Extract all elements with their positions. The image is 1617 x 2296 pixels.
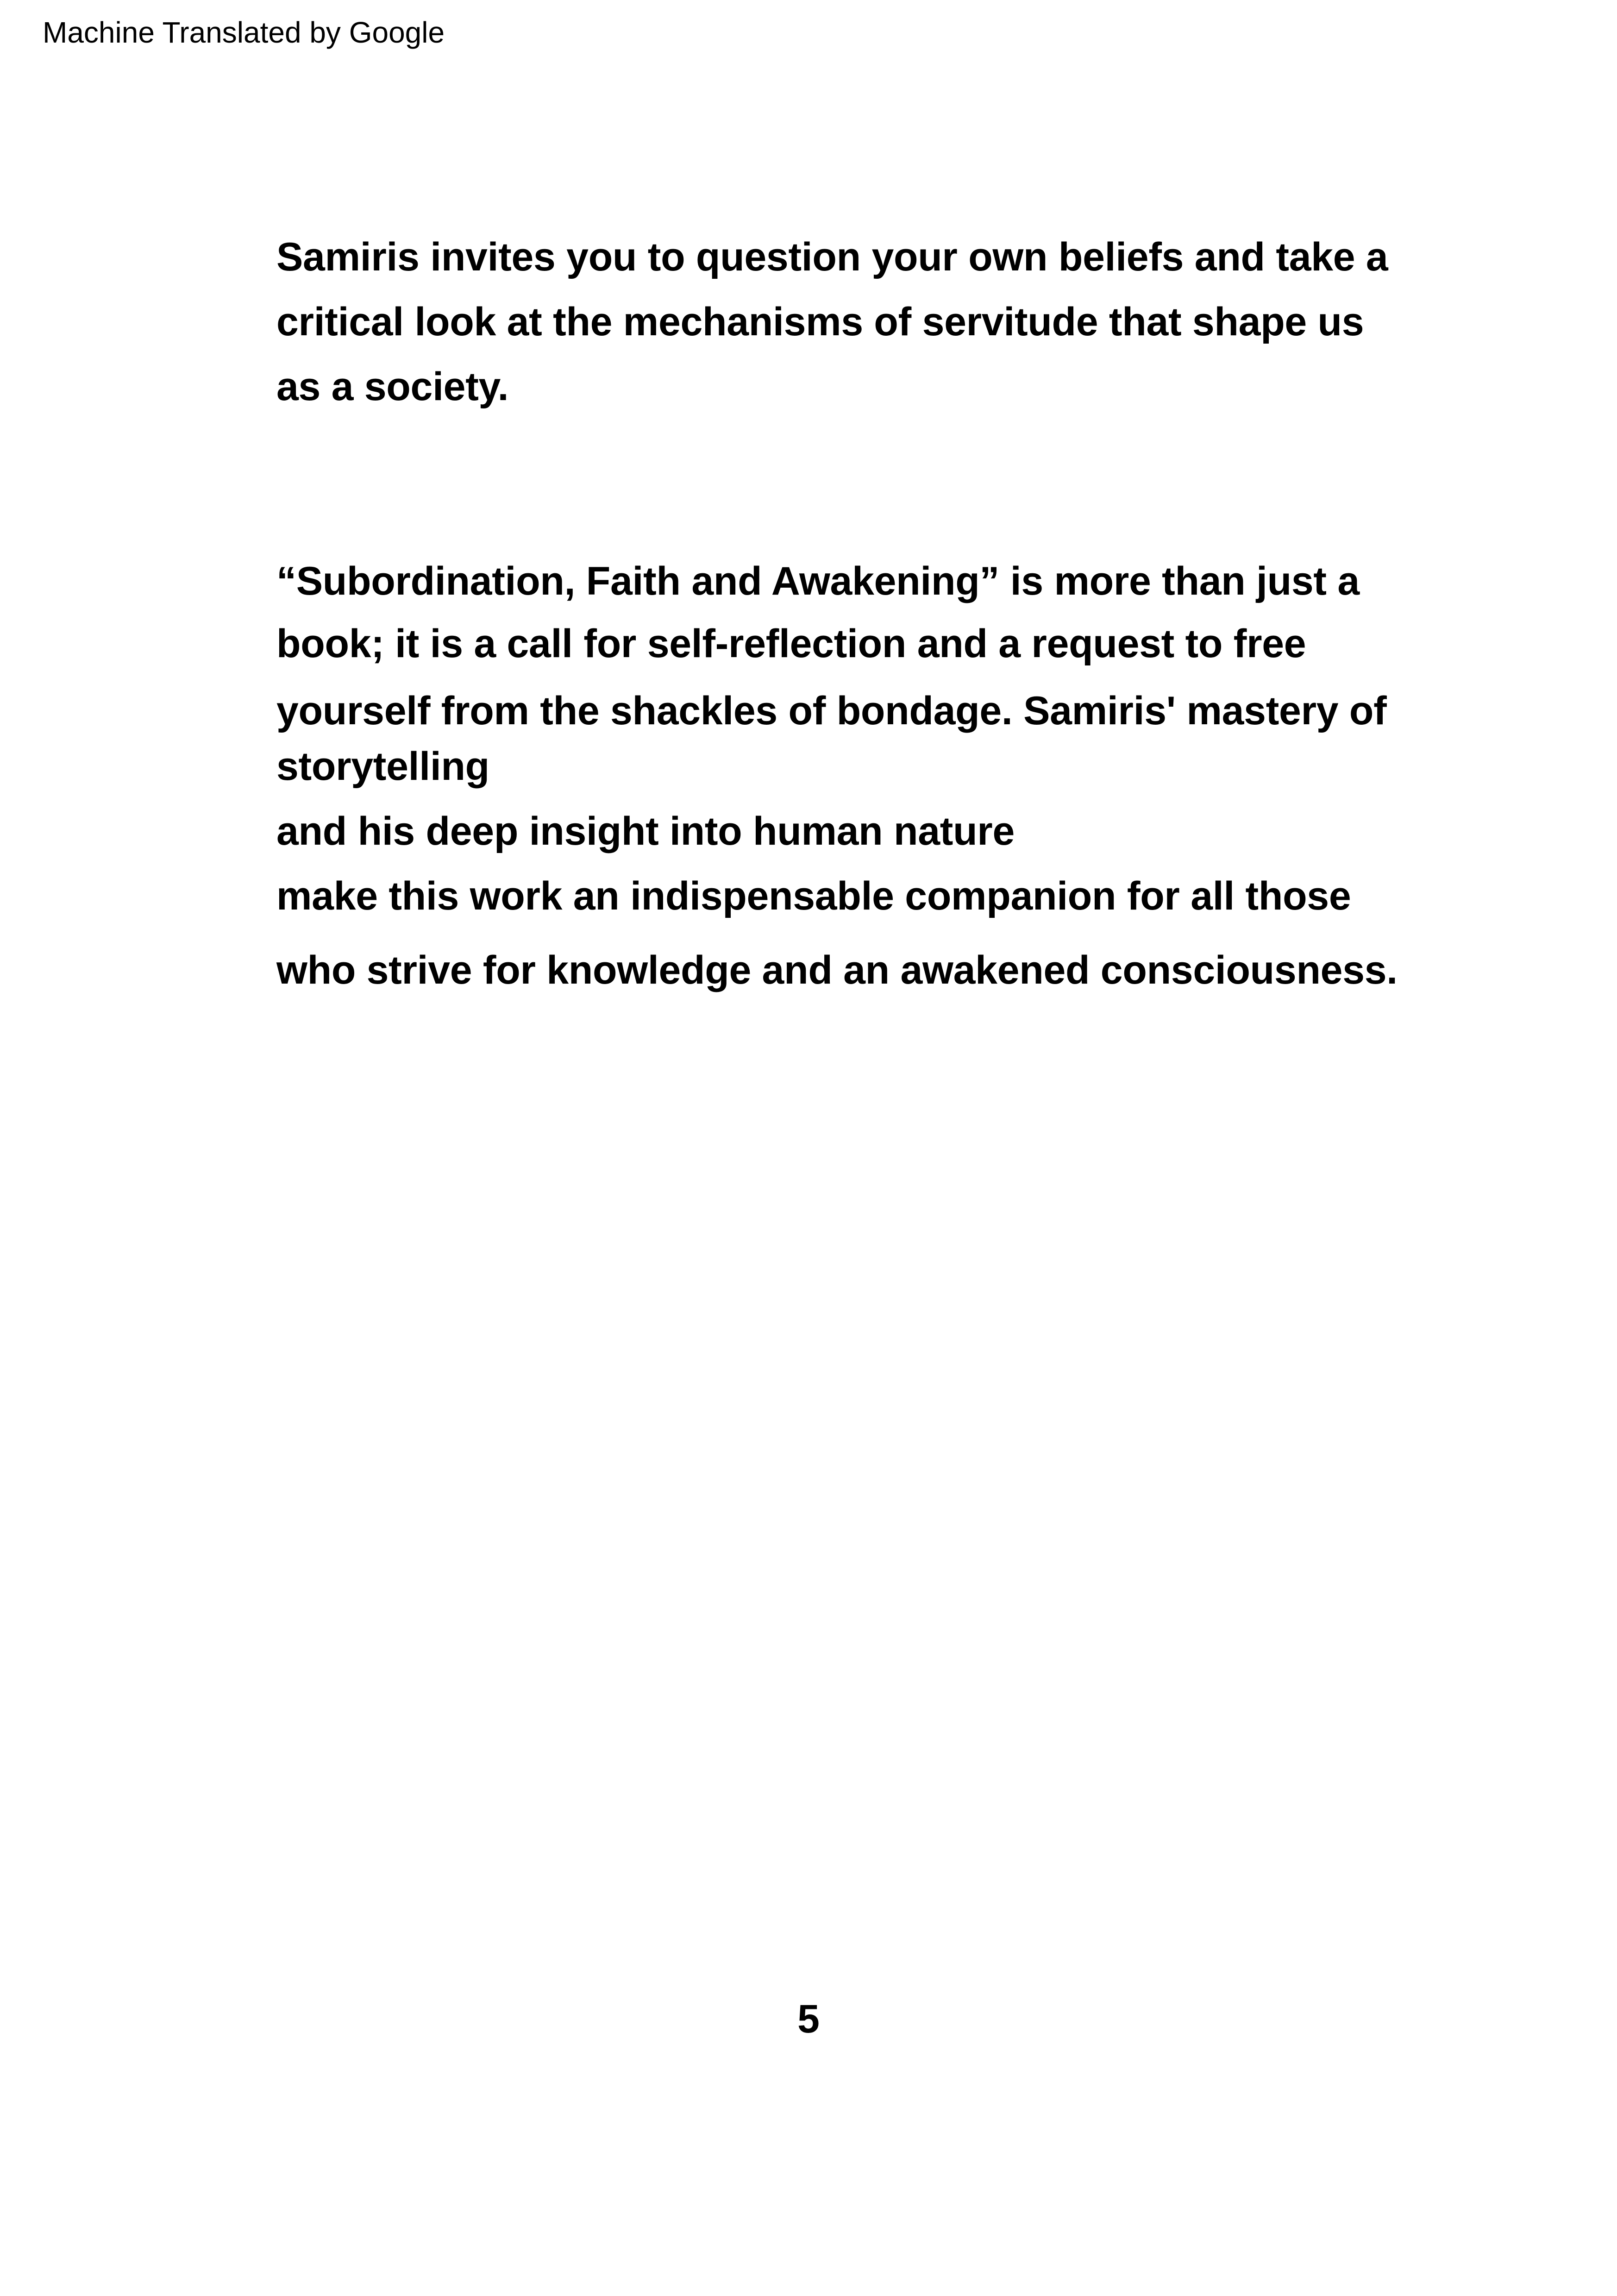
paragraph-line: yourself from the shackles of bondage. Samiris' mastery of	[276, 689, 1387, 733]
translation-note: Machine Translated by Google	[43, 16, 445, 49]
paragraph-line: book; it is a call for self-reflection and a request to free	[276, 621, 1306, 666]
paragraph-line: who strive for knowledge and an awakened consciousness.	[276, 948, 1398, 992]
paragraph-line: Samiris invites you to question your own beliefs and take a	[276, 235, 1388, 279]
paragraph-line: as a society.	[276, 364, 509, 409]
paragraph-line: “Subordination, Faith and Awakening” is more than just a	[276, 559, 1360, 603]
paragraph-line: and his deep insight into human nature	[276, 809, 1015, 853]
page-number: 5	[797, 1997, 820, 2041]
paragraph-line: make this work an indispensable companion for all those	[276, 874, 1351, 918]
paragraph-line: storytelling	[276, 744, 489, 789]
paragraph-line: critical look at the mechanisms of servitude that shape us	[276, 300, 1364, 344]
